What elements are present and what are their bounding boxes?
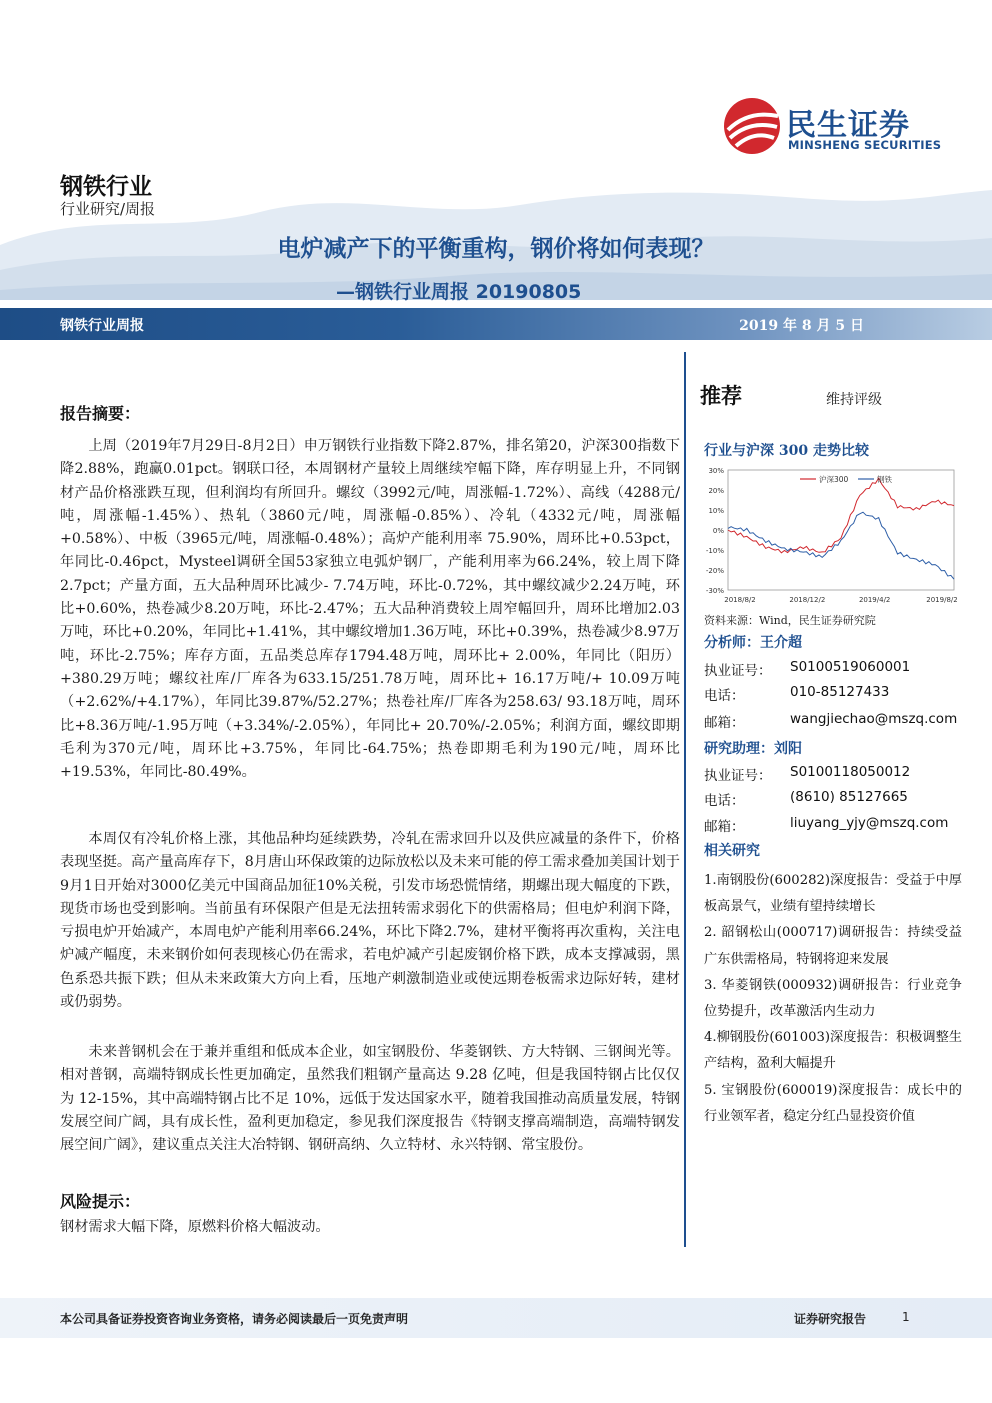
footer-label: 证券研究报告 xyxy=(794,1312,867,1326)
y-tick-label: 30% xyxy=(708,467,724,475)
banner-report-name: 钢铁行业周报 xyxy=(60,318,144,334)
report-title: 电炉减产下的平衡重构，钢价将如何表现？ xyxy=(277,236,715,262)
y-tick-label: 20% xyxy=(708,487,724,495)
risk-heading: 风险提示： xyxy=(60,1192,141,1211)
info-label: 电话： xyxy=(704,688,745,704)
info-label: 邮箱： xyxy=(704,715,745,731)
performance-chart xyxy=(700,462,962,608)
y-tick-label: 0% xyxy=(712,527,724,535)
related-research-list xyxy=(704,868,962,1130)
info-value: wangjiechao@mszq.com xyxy=(790,711,958,727)
page-footer xyxy=(0,1298,992,1338)
related-report-link[interactable]: 5. 宝钢股份(600019)深度报告：成长中的行业领军者，稳定分红凸显投资价值 xyxy=(704,1082,962,1124)
chart-frame xyxy=(728,470,954,590)
y-tick-label: -20% xyxy=(705,567,724,575)
report-subtitle: —钢铁行业周报 20190805 xyxy=(336,281,582,303)
y-tick-label: -10% xyxy=(705,547,724,555)
legend-label: 沪深300 xyxy=(819,475,849,484)
info-label: 电话： xyxy=(704,793,745,809)
chart-source: 资料来源：Wind，民生证券研究院 xyxy=(704,614,876,627)
industry-name: 钢铁行业 xyxy=(60,174,152,200)
info-label: 邮箱： xyxy=(704,819,745,835)
page-number: 1 xyxy=(902,1310,910,1324)
disclaimer-notice: 本公司具备证券投资咨询业务资格，请务必阅读最后一页免责声明 xyxy=(60,1312,409,1326)
banner-date: 2019 年 8 月 5 日 xyxy=(739,318,864,334)
related-report-link[interactable]: 2. 韶钢松山(000717)调研报告：持续受益广东供需格局，特钢将迎来发展 xyxy=(704,925,962,967)
report-type: 行业研究/周报 xyxy=(60,200,156,218)
y-tick-label: 10% xyxy=(708,507,724,515)
risk-text: 钢材需求大幅下降，原燃料价格大幅波动。 xyxy=(60,1219,330,1235)
y-tick-label: -30% xyxy=(705,587,724,595)
x-tick-label: 2018/8/2 xyxy=(724,596,756,604)
related-report-link[interactable]: 4.柳钢股份(601003)深度报告：积极调整生产结构，盈利大幅提升 xyxy=(704,1030,962,1072)
header-banner xyxy=(0,308,992,340)
logo-text-cn: 民生证券 xyxy=(786,108,910,143)
x-tick-label: 2019/4/2 xyxy=(858,596,891,604)
series-line xyxy=(728,478,954,553)
info-value: S0100519060001 xyxy=(790,659,911,675)
x-tick-label: 2019/8/2 xyxy=(926,596,958,604)
series-line xyxy=(728,512,954,579)
logo-text-en: MINSHENG SECURITIES xyxy=(788,138,942,152)
info-value: (8610) 85127665 xyxy=(790,789,908,805)
company-logo xyxy=(722,96,962,156)
minsheng-logo-icon xyxy=(722,96,782,156)
assistant-heading: 研究助理：刘阳 xyxy=(704,741,802,757)
analyst-heading: 分析师：王介超 xyxy=(704,635,802,651)
chart-heading: 行业与沪深 300 走势比较 xyxy=(704,443,869,459)
rating: 推荐 xyxy=(700,383,742,408)
related-heading: 相关研究 xyxy=(704,843,760,859)
info-value: S0100118050012 xyxy=(790,764,911,780)
info-value: 010-85127433 xyxy=(790,684,890,700)
summary-heading: 报告摘要： xyxy=(60,404,141,423)
legend-label: 钢铁 xyxy=(877,475,892,484)
info-value: liuyang_yjy@mszq.com xyxy=(790,815,949,831)
info-label: 执业证号： xyxy=(704,768,772,784)
info-label: 执业证号： xyxy=(704,663,772,679)
related-report-link[interactable]: 3. 华菱钢铁(000932)调研报告：行业竞争位势提升，改革激活内生动力 xyxy=(704,977,962,1020)
column-divider xyxy=(684,352,686,1247)
summary-paragraph: 未来普钢机会在于兼并重组和低成本企业，如宝钢股份、华菱钢铁、方大特钢、三钢闽光等。相对普钢，高端特钢成长性更加确定，虽然我们粗钢产量高达 9.28 亿吨，但是我国特钢占比仅仅为 12-15%，其中高端特钢占比不足 10%，远低于发达国家水平，随着我国推动高质量发展，特钢发展空间广阔，具有成长性，盈利更加稳定，参见我们深度报告《特钢支撑高端制造，高端特钢发展空间广阔》，建议重点关注大冶特钢、钢研高纳、久立特材、永兴特钢、常宝股份。 xyxy=(60,1044,680,1154)
x-tick-label: 2018/12/2 xyxy=(789,596,826,604)
rating-sub: 维持评级 xyxy=(826,392,882,408)
summary-paragraph: 上周（2019年7月29日-8月2日）申万钢铁行业指数下降2.87%，排名第20，沪深300指数下降2.88%，跑赢0.01pct。钢联口径，本周钢材产量较上周继续窄幅下降，库存明显上升，不同钢材产品价格涨跌互现，但利润均有所回升。螺纹（3992元/吨，周涨幅-1.72%）、高线（4288元/吨，周涨幅-1.45%）、热轧（3860元/吨，周涨幅-0.85%）、冷轧（4332元/吨，周涨幅+0.58%）、中板（3965元/吨，周涨幅-0.48%）；高炉产能利用率 75.90%，周环比+0.53pct，年同比-0.46pct，Mysteel调研全国53家独立电弧炉钢厂，产能利用率为66.24%，较上周下降2.7pct；产量方面，五大品种周环比减少- 7.74万吨，环比-0.72%，其中螺纹减少2.24万吨，环比+0.60%，热卷减少8.20万吨，环比-2.47%；五大品种消费较上周窄幅回升，周环比增加2.03万吨，环比+0.20%，年同比+1.41%，其中螺纹增加1.36万吨，环比+0.39%，热卷减少8.97万吨，环比-2.75%；库存方面，五品类总库存1794.48万吨，周环比+ 2.00%，年同比（阳历）+380.29万吨；螺纹社库/厂库各为633.15/251.78万吨，周环比+ 16.17万吨/+ 10.09万吨（+2.62%/+4.17%），年同比39.87%/52.27%；热卷社库/厂库各为258.63/ 93.18万吨，周环比+8.36万吨/-1.95万吨（+3.34%/-2.05%），年同比+ 20.70%/-2.05%；利润方面，螺纹即期毛利为370元/吨，周环比+3.75%，年同比-64.75%；热卷即期毛利为190元/吨，周环比+19.53%，年同比-80.49%。 xyxy=(60,438,680,781)
summary-paragraph: 本周仅有冷轧价格上涨，其他品种均延续跌势，冷轧在需求回升以及供应减量的条件下，价格表现坚挺。高产量高库存下，8月唐山环保政策的边际放松以及未来可能的停工需求叠加美国计划于9月1日开始对3000亿美元中国商品加征10%关税，引发市场恐慌情绪，期螺出现大幅度的下跌，现货市场也受到影响。当前虽有环保限产但是无法扭转需求弱化下的供需格局；但电炉利润下降，亏损电炉开始减产，本周电炉产能利用率66.24%，环比下降2.7%，建材平衡将再次重构，关注电炉减产幅度，未来钢价如何表现核心仍在需求，若电炉减产引起废钢价格下跌，成本支撑减弱，黑色系恐共振下跌；但从未来政策大方向上看，压地产刺激制造业或使远期卷板需求边际好转，建材或仍弱势。 xyxy=(60,831,680,1011)
related-report-link[interactable]: 1.南钢股份(600282)深度报告：受益于中厚板高景气，业绩有望持续增长 xyxy=(704,873,962,915)
